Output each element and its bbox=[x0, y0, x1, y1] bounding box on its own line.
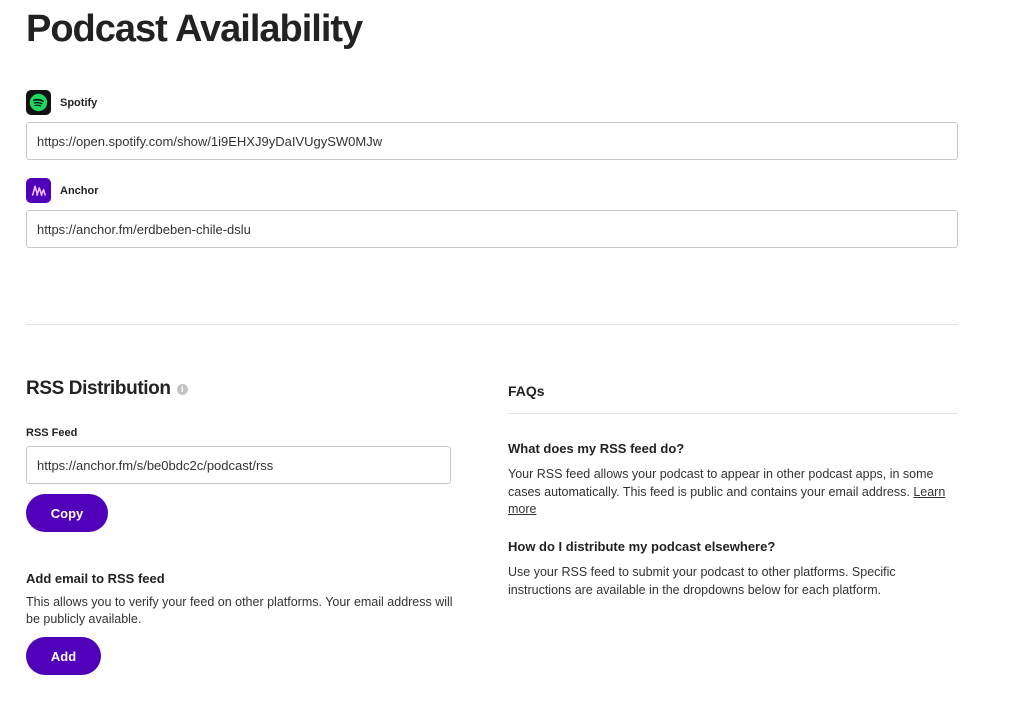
faq-answer-distribute: Use your RSS feed to submit your podcast to other platforms. Specific instructions are available in the dropdowns below for each platform. bbox=[508, 565, 896, 597]
rss-feed-label: RSS Feed bbox=[26, 427, 78, 439]
spotify-url-field[interactable] bbox=[26, 122, 958, 160]
info-icon[interactable]: i bbox=[177, 384, 188, 395]
faq-answer-text: Your RSS feed allows your podcast to appear in other podcast apps, in some cases automatically. This feed is public and contains your email address. bbox=[508, 467, 934, 499]
faq-answer-rss-feed bbox=[508, 466, 958, 519]
add-email-description: This allows you to verify your feed on other platforms. Your email address will be publicly available. bbox=[26, 595, 453, 626]
rss-section-title bbox=[26, 378, 188, 400]
section-divider bbox=[26, 324, 958, 325]
rss-feed-input[interactable] bbox=[26, 446, 451, 484]
anchor-logo-icon bbox=[26, 178, 51, 203]
page-title: Podcast Availability bbox=[26, 8, 363, 50]
faq-divider bbox=[508, 413, 958, 414]
faq-question-rss-feed: What does my RSS feed do? bbox=[508, 441, 685, 456]
faq-title: FAQs bbox=[508, 383, 545, 399]
anchor-url-field[interactable] bbox=[26, 210, 958, 248]
platform-anchor bbox=[26, 178, 99, 203]
platform-name-spotify: Spotify bbox=[60, 96, 98, 109]
copy-button[interactable]: Copy bbox=[26, 494, 108, 532]
learn-more-link[interactable]: Learn more bbox=[508, 484, 946, 516]
platform-name-anchor: Anchor bbox=[60, 184, 99, 197]
rss-section-title-text: RSS Distribution bbox=[26, 378, 171, 399]
add-email-button[interactable]: Add bbox=[26, 637, 101, 675]
spotify-logo-icon bbox=[26, 90, 51, 115]
add-email-heading: Add email to RSS feed bbox=[26, 571, 165, 586]
platform-spotify bbox=[26, 90, 97, 115]
faq-question-distribute: How do I distribute my podcast elsewhere? bbox=[508, 539, 776, 554]
